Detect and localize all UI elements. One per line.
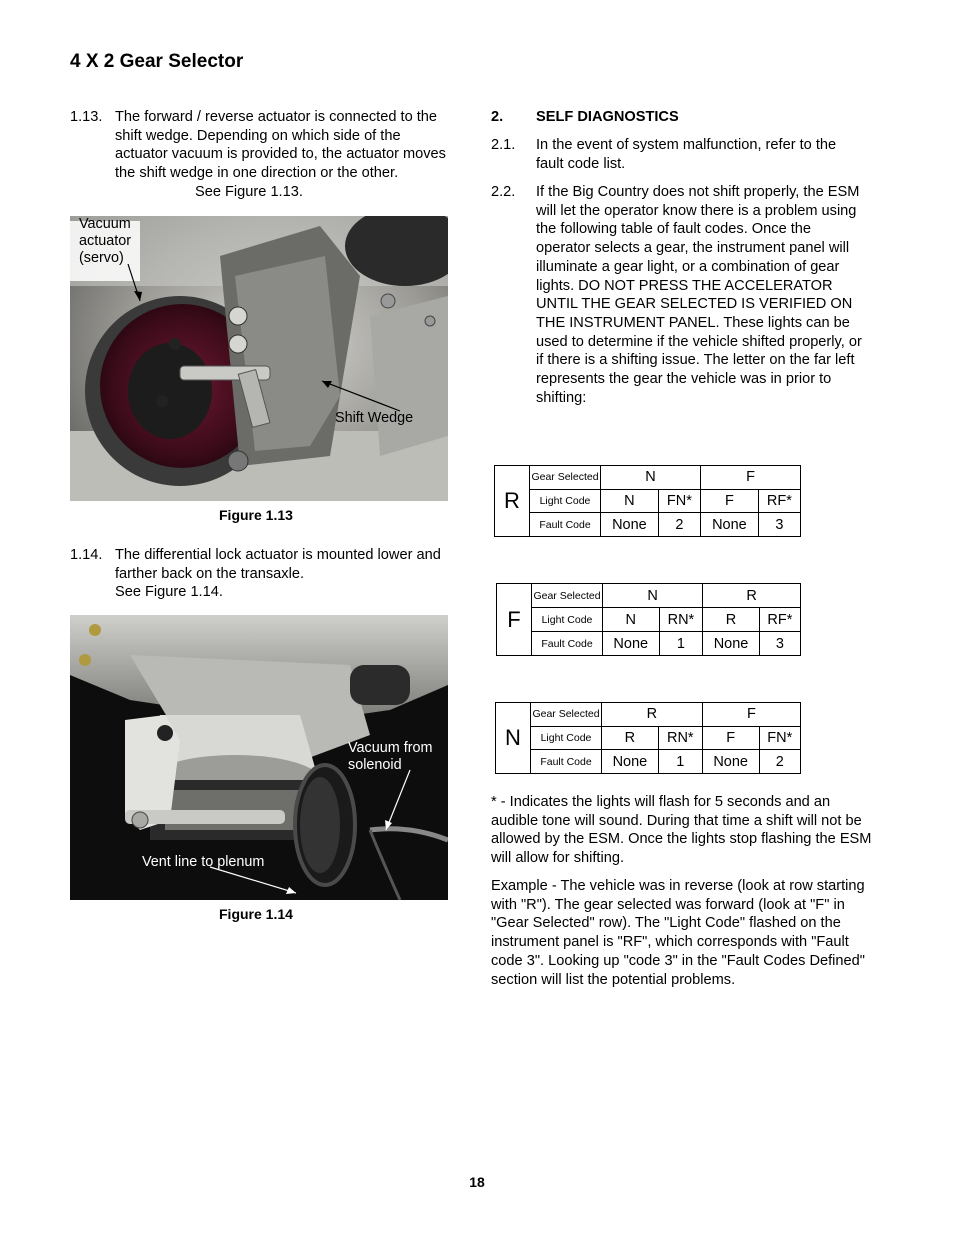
- prior-gear: N: [496, 703, 531, 774]
- fault-code: 1: [658, 750, 702, 774]
- light-code: F: [702, 726, 759, 750]
- figure-1-13-caption: Figure 1.13: [219, 507, 293, 523]
- fault-table-r: [494, 465, 801, 537]
- paragraph-2-1: [491, 136, 871, 176]
- fault-code: None: [702, 750, 759, 774]
- paragraph-text: The forward / reverse actuator is connected to the shift wedge. Depending on which side of the actuator vacuum is provided to, the actuator moves the shift wedge in one direction or the other.: [115, 109, 446, 182]
- selected-gear: F: [700, 466, 800, 490]
- selected-gear: F: [702, 703, 800, 727]
- fault-code: 3: [759, 632, 800, 656]
- row-label-fault-code: Fault Code: [532, 632, 603, 656]
- flash-note: * - Indicates the lights will flash for 5 seconds and an audible tone will sound. During that time a shift will not be allowed by the ESM. Once the lights stop flashing the ESM will allow for shifting.: [491, 794, 872, 867]
- fault-code: None: [700, 513, 758, 537]
- figure-1-14-photo: [70, 615, 448, 900]
- light-code: FN*: [658, 489, 700, 513]
- row-label-light-code: Light Code: [531, 726, 602, 750]
- fault-code: None: [703, 632, 760, 656]
- row-label-fault-code: Fault Code: [531, 750, 602, 774]
- row-label-light-code: Light Code: [530, 489, 601, 513]
- paragraph-number: 2.2.: [491, 184, 516, 200]
- row-label-gear-selected: Gear Selected: [531, 703, 602, 727]
- selected-gear: R: [703, 584, 801, 608]
- section-title: SELF DIAGNOSTICS: [536, 109, 679, 125]
- light-code: F: [700, 489, 758, 513]
- light-code: R: [602, 726, 659, 750]
- fault-code: None: [602, 750, 659, 774]
- light-code: RN*: [659, 608, 703, 632]
- row-label-fault-code: Fault Code: [530, 513, 601, 537]
- fault-table-f: [496, 583, 801, 656]
- page-number: 18: [469, 1174, 485, 1190]
- light-code: N: [603, 608, 660, 632]
- example-paragraph: Example - The vehicle was in reverse (look at row starting with "R"). The gear selected was forward (look at "F" in "Gear Selected" row). The "Light Code" flashed on the instrument panel is "RF", which corresponds with "Fault code 3". Looking up "code 3" in the "Fault Codes Defined" section will list the potential problems.: [491, 878, 865, 988]
- fault-code: 1: [659, 632, 703, 656]
- prior-gear: R: [495, 466, 530, 537]
- row-label-gear-selected: Gear Selected: [532, 584, 603, 608]
- figure-1-13-photo: [70, 216, 448, 501]
- light-code: FN*: [759, 726, 800, 750]
- label-vacuum-actuator: Vacuum actuator (servo): [79, 216, 131, 266]
- selected-gear: R: [602, 703, 703, 727]
- fault-code: None: [601, 513, 659, 537]
- selected-gear: N: [601, 466, 701, 490]
- paragraph-2-2: [491, 183, 871, 428]
- paragraph-1-14: [70, 546, 455, 606]
- paragraph-1-13: [70, 108, 455, 208]
- row-label-light-code: Light Code: [532, 608, 603, 632]
- fault-code: 2: [759, 750, 800, 774]
- light-code: RF*: [759, 608, 800, 632]
- paragraph-number: 1.14.: [70, 547, 103, 563]
- paragraph-number: 1.13.: [70, 109, 103, 125]
- prior-gear: F: [497, 584, 532, 656]
- row-label-gear-selected: Gear Selected: [530, 466, 601, 490]
- light-code: RF*: [758, 489, 800, 513]
- figure-reference: See Figure 1.13.: [195, 183, 303, 200]
- selected-gear: N: [603, 584, 703, 608]
- fault-code: 3: [758, 513, 800, 537]
- fault-table-n: [495, 702, 801, 774]
- light-code: R: [703, 608, 760, 632]
- paragraph-number: 2.1.: [491, 137, 516, 153]
- label-vacuum-from-solenoid: Vacuum from solenoid: [348, 740, 433, 773]
- paragraph-text: In the event of system malfunction, refer to the fault code list.: [536, 137, 837, 172]
- paragraph-text: If the Big Country does not shift properly, the ESM will let the operator know there is a problem using the following table of fault codes. Once the operator selects a gear, the instrument panel will illuminate a gear light, or a combination of gear lights. DO NOT PRESS THE ACCELERATOR UNTIL THE GEAR SELECTED IS VERIFIED ON THE INSTRUMENT PANEL. These lights can be used to determine if the vehicle shifted properly, or if there is a shifting issue. The letter on the far left represents the gear the vehicle was in prior to shifting:: [536, 184, 862, 406]
- light-code: RN*: [658, 726, 702, 750]
- figure-reference: See Figure 1.14.: [115, 584, 223, 601]
- figure-1-14-caption: Figure 1.14: [219, 906, 293, 922]
- label-vent-line: Vent line to plenum: [142, 854, 265, 870]
- fault-code: None: [603, 632, 660, 656]
- paragraph-text: The differential lock actuator is mounted lower and farther back on the transaxle.: [115, 547, 441, 582]
- label-shift-wedge: Shift Wedge: [335, 410, 414, 426]
- fault-code: 2: [658, 513, 700, 537]
- light-code: N: [601, 489, 659, 513]
- page-title: 4 X 2 Gear Selector: [70, 51, 244, 72]
- section-number: 2.: [491, 109, 504, 125]
